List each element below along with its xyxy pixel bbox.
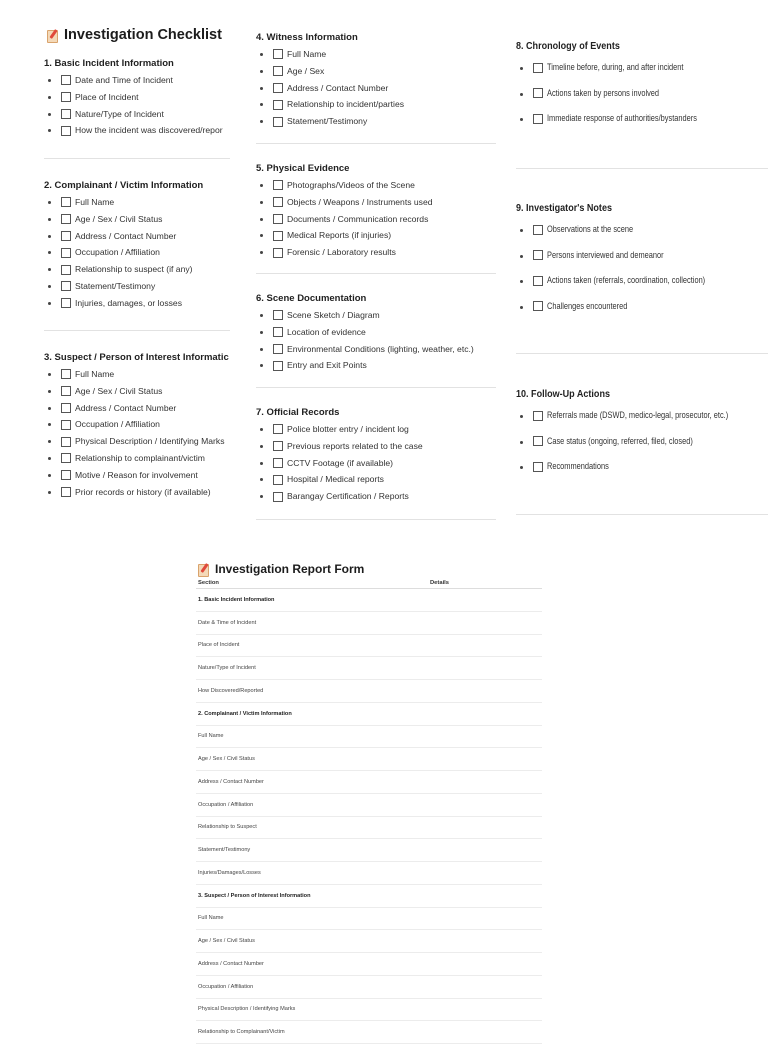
divider xyxy=(256,387,496,388)
checklist-item-label: Actions taken (referrals, coordination, collection) xyxy=(547,275,706,286)
checklist-item xyxy=(256,341,474,358)
checklist-item xyxy=(256,471,423,488)
checklist-item-label: Age / Sex xyxy=(287,65,325,76)
checkbox[interactable] xyxy=(273,248,283,258)
checkbox[interactable] xyxy=(533,225,543,235)
section-title: 8. Chronology of Events xyxy=(516,40,620,52)
report-title xyxy=(198,560,542,578)
divider xyxy=(256,519,496,520)
checklist-item-label: Previous reports related to the case xyxy=(287,440,423,451)
checkbox[interactable] xyxy=(61,470,71,480)
checklist-item xyxy=(256,227,433,244)
report-title-text: Investigation Report Form xyxy=(215,562,365,576)
checklist-item-label: Full Name xyxy=(287,49,327,59)
table-row xyxy=(196,657,542,680)
section-complainant xyxy=(44,180,203,312)
checklist-item xyxy=(256,46,404,63)
column-header-section: Section xyxy=(198,580,219,586)
checkbox[interactable] xyxy=(273,49,283,59)
checklist-item xyxy=(256,96,404,113)
checkbox[interactable] xyxy=(533,88,543,98)
checklist-item-label: Injuries, damages, or losses xyxy=(75,297,182,308)
checkbox[interactable] xyxy=(533,462,543,472)
checkbox[interactable] xyxy=(533,411,543,421)
checklist-item xyxy=(256,421,423,438)
checklist-item-label: Relationship to complainant/victim xyxy=(75,452,205,463)
checkbox[interactable] xyxy=(273,180,283,190)
checklist-item-label: Actions taken by persons involved xyxy=(547,87,660,99)
checklist-item xyxy=(44,72,223,89)
report-table-header xyxy=(196,578,542,589)
checklist xyxy=(44,366,229,500)
checklist xyxy=(44,194,203,312)
row-label: Age / Sex / Civil Status xyxy=(198,756,255,763)
checklist-title xyxy=(47,27,222,43)
checklist-item xyxy=(516,55,739,81)
checkbox[interactable] xyxy=(273,83,283,93)
table-row xyxy=(196,612,542,635)
checkbox[interactable] xyxy=(61,75,71,85)
checklist-item-label: Timeline before, during, and after incident xyxy=(547,62,684,73)
table-row xyxy=(196,635,542,658)
checklist-item xyxy=(256,113,404,130)
divider xyxy=(516,168,768,169)
checkbox[interactable] xyxy=(273,214,283,224)
checklist-item xyxy=(516,217,750,243)
checklist-item xyxy=(256,177,433,194)
row-label: 2. Complainant / Victim Information xyxy=(198,710,292,717)
section-basic-incident xyxy=(44,58,223,139)
row-label: Relationship to Suspect xyxy=(198,824,257,831)
checklist-item-label: Referrals made (DSWD, medico-legal, prosecutor, etc.) xyxy=(547,410,729,421)
row-label: Injuries/Damages/Losses xyxy=(198,869,261,876)
report-table-body xyxy=(196,589,542,1044)
checklist xyxy=(256,46,404,130)
checklist-item xyxy=(44,484,229,501)
table-row xyxy=(196,817,542,840)
checkbox[interactable] xyxy=(61,109,71,119)
checklist-item-label: Observations at the scene xyxy=(547,224,634,235)
checklist-item xyxy=(256,357,474,374)
checklist-item xyxy=(44,433,229,450)
row-label: Age / Sex / Civil Status xyxy=(198,938,255,945)
checkbox[interactable] xyxy=(273,231,283,241)
checklist-item-label: Occupation / Affiliation xyxy=(75,247,160,258)
checklist-item xyxy=(44,295,203,312)
table-row xyxy=(196,771,542,794)
table-row xyxy=(196,748,542,771)
table-row xyxy=(196,908,542,931)
checklist-item xyxy=(44,383,229,400)
checkbox[interactable] xyxy=(61,197,71,207)
row-label: Physical Description / Identifying Marks xyxy=(198,1006,296,1013)
checklist-item xyxy=(516,268,750,294)
checkbox[interactable] xyxy=(533,63,543,73)
checklist-item-label: Immediate response of authorities/bystanders xyxy=(547,113,697,124)
checklist-item-label: Hospital / Medical reports xyxy=(287,474,384,485)
checklist-item-label: Relationship to incident/parties xyxy=(287,99,405,110)
checkbox[interactable] xyxy=(61,437,71,447)
section-follow-up xyxy=(516,388,768,480)
section-title: 4. Witness Information xyxy=(256,32,358,43)
checklist-item-label: Prior records or history (if available) xyxy=(75,486,211,497)
checkbox[interactable] xyxy=(61,231,71,241)
checklist-item-label: Scene Sketch / Diagram xyxy=(287,310,380,320)
checklist xyxy=(516,217,750,319)
divider xyxy=(256,273,496,274)
checkbox[interactable] xyxy=(61,420,71,430)
checklist-item xyxy=(44,416,229,433)
row-label: Full Name xyxy=(198,733,224,740)
checklist-item-label: How the incident was discovered/repor xyxy=(75,125,223,136)
checkbox[interactable] xyxy=(273,424,283,434)
checkbox[interactable] xyxy=(61,92,71,102)
checklist xyxy=(256,177,433,261)
table-row xyxy=(196,999,542,1022)
table-section-row xyxy=(196,589,542,612)
row-label: 3. Suspect / Person of Interest Information xyxy=(198,892,311,899)
row-label: Place of Incident xyxy=(198,642,240,649)
checklist-item-label: Persons interviewed and demeanor xyxy=(547,249,664,261)
memo-icon xyxy=(198,563,209,576)
checklist-item xyxy=(516,403,768,429)
table-section-row xyxy=(196,703,542,726)
checklist-item-label: Address / Contact Number xyxy=(75,402,177,413)
column-header-details: Details xyxy=(430,580,450,586)
checkbox[interactable] xyxy=(533,114,543,124)
section-chronology xyxy=(516,40,739,132)
checkbox[interactable] xyxy=(273,344,283,354)
checklist-item xyxy=(44,450,229,467)
checkbox[interactable] xyxy=(61,403,71,413)
checklist-item xyxy=(44,106,223,123)
row-label: How Discovered/Reported xyxy=(198,687,264,694)
section-title: 2. Complainant / Victim Information xyxy=(44,180,204,191)
table-row xyxy=(196,726,542,749)
checklist-item xyxy=(256,244,433,261)
checkbox[interactable] xyxy=(273,441,283,451)
checklist-item xyxy=(256,307,474,324)
checklist-item xyxy=(44,261,203,278)
checkbox[interactable] xyxy=(61,281,71,291)
checklist-item xyxy=(256,455,423,472)
row-label: 1. Basic Incident Information xyxy=(198,596,275,603)
checklist-item xyxy=(44,211,203,228)
table-section-row xyxy=(196,885,542,908)
checklist-item xyxy=(44,244,203,261)
checklist xyxy=(256,307,474,374)
divider xyxy=(44,158,230,159)
row-label: Address / Contact Number xyxy=(198,778,264,785)
row-label: Nature/Type of Incident xyxy=(198,665,256,672)
checklist-item-label: Full Name xyxy=(75,369,115,379)
section-official-records xyxy=(256,407,423,505)
section-title: 1. Basic Incident Information xyxy=(44,58,174,69)
checklist-item-label: Address / Contact Number xyxy=(75,230,177,241)
section-physical-evidence xyxy=(256,163,433,261)
checkbox[interactable] xyxy=(273,197,283,207)
table-row xyxy=(196,1021,542,1044)
table-row xyxy=(196,976,542,999)
checklist-item-label: Statement/Testimony xyxy=(287,116,368,127)
checkbox[interactable] xyxy=(273,100,283,110)
section-suspect xyxy=(44,352,229,500)
row-label: Relationship to Complainant/Victim xyxy=(198,1029,285,1036)
checkbox[interactable] xyxy=(61,126,71,136)
checklist-item-label: Age / Sex / Civil Status xyxy=(75,213,163,224)
checklist-item-label: Challenges encountered xyxy=(547,300,628,312)
checkbox[interactable] xyxy=(533,301,543,311)
checklist-item xyxy=(44,366,229,383)
checkbox[interactable] xyxy=(61,369,71,379)
checklist-item xyxy=(516,243,750,269)
checklist-item-label: Full Name xyxy=(75,197,115,207)
checklist-item-label: Entry and Exit Points xyxy=(287,360,367,371)
checklist-item-label: Environmental Conditions (lighting, weather, etc.) xyxy=(287,343,474,354)
section-title: 7. Official Records xyxy=(256,407,340,418)
checklist-item-label: Case status (ongoing, referred, filed, closed) xyxy=(547,435,693,447)
checklist-item-label: Address / Contact Number xyxy=(287,82,389,93)
checkbox[interactable] xyxy=(273,475,283,485)
section-scene-documentation xyxy=(256,293,474,374)
checklist-item-label: Place of Incident xyxy=(75,91,139,102)
section-title: 5. Physical Evidence xyxy=(256,163,350,174)
checkbox[interactable] xyxy=(61,265,71,275)
checkbox[interactable] xyxy=(61,214,71,224)
table-row xyxy=(196,930,542,953)
checkbox[interactable] xyxy=(273,327,283,337)
checklist-item xyxy=(44,194,203,211)
table-row xyxy=(196,953,542,976)
section-witness xyxy=(256,32,404,130)
checkbox[interactable] xyxy=(273,458,283,468)
checklist-item-label: Occupation / Affiliation xyxy=(75,419,160,430)
checkbox[interactable] xyxy=(273,66,283,76)
checklist-item-label: Age / Sex / Civil Status xyxy=(75,385,163,396)
section-investigator-notes xyxy=(516,202,750,319)
section-title: 10. Follow-Up Actions xyxy=(516,388,610,400)
table-row xyxy=(196,794,542,817)
row-label: Date & Time of Incident xyxy=(198,619,257,626)
table-row xyxy=(196,680,542,703)
checkbox[interactable] xyxy=(273,492,283,502)
checklist-item-label: Motive / Reason for involvement xyxy=(75,469,198,480)
checklist-item xyxy=(44,400,229,417)
checklist-item xyxy=(516,454,768,480)
checkbox[interactable] xyxy=(61,298,71,308)
checklist-item xyxy=(44,228,203,245)
checkbox[interactable] xyxy=(273,310,283,320)
checklist-item xyxy=(256,63,404,80)
checklist xyxy=(44,72,223,139)
checklist-item xyxy=(256,324,474,341)
checklist-item xyxy=(256,211,433,228)
checkbox[interactable] xyxy=(533,276,543,286)
checklist-title-text: Investigation Checklist xyxy=(64,27,222,43)
checklist-item-label: Barangay Certification / Reports xyxy=(287,491,409,502)
checklist-item-label: Photographs/Videos of the Scene xyxy=(287,180,415,190)
checkbox[interactable] xyxy=(273,361,283,371)
table-row xyxy=(196,862,542,885)
checklist-item-label: Forensic / Laboratory results xyxy=(287,247,396,258)
checklist xyxy=(256,421,423,505)
row-label: Statement/Testimony xyxy=(198,847,251,854)
checklist-item xyxy=(516,106,739,132)
checklist-item xyxy=(516,294,750,320)
checkbox[interactable] xyxy=(61,487,71,497)
checklist-item xyxy=(44,89,223,106)
section-title: 6. Scene Documentation xyxy=(256,293,367,304)
checklist xyxy=(516,403,768,480)
divider xyxy=(516,353,768,354)
investigation-report-form xyxy=(196,560,542,1044)
checkbox[interactable] xyxy=(273,117,283,127)
divider xyxy=(516,514,768,515)
checkbox[interactable] xyxy=(61,386,71,396)
row-label: Occupation / Affiliation xyxy=(198,801,254,808)
row-label: Address / Contact Number xyxy=(198,960,264,967)
divider xyxy=(44,330,230,331)
checkbox[interactable] xyxy=(61,248,71,258)
table-row xyxy=(196,839,542,862)
checklist-item-label: Physical Description / Identifying Marks xyxy=(75,436,225,447)
checklist-item-label: CCTV Footage (if available) xyxy=(287,457,394,468)
checkbox[interactable] xyxy=(533,436,543,446)
checklist-item-label: Date and Time of Incident xyxy=(75,75,173,85)
checklist-item xyxy=(256,80,404,97)
checklist-item-label: Objects / Weapons / Instruments used xyxy=(287,196,433,207)
checklist-item xyxy=(256,194,433,211)
checklist-item xyxy=(256,488,423,505)
checklist-item xyxy=(256,438,423,455)
checklist xyxy=(516,55,739,132)
checklist-item-label: Relationship to suspect (if any) xyxy=(75,264,193,275)
checklist-item-label: Medical Reports (if injuries) xyxy=(287,230,392,241)
checkbox[interactable] xyxy=(533,250,543,260)
memo-icon xyxy=(47,29,58,42)
checklist-item xyxy=(44,278,203,295)
divider xyxy=(256,143,496,144)
checklist-item-label: Nature/Type of Incident xyxy=(75,108,164,119)
checklist-item xyxy=(516,429,768,455)
section-title: 3. Suspect / Person of Interest Informatic xyxy=(44,352,229,363)
row-label: Occupation / Affiliation xyxy=(198,983,254,990)
checklist-item-label: Police blotter entry / incident log xyxy=(287,424,409,434)
checklist-item-label: Location of evidence xyxy=(287,326,366,337)
checklist-item-label: Documents / Communication records xyxy=(287,213,429,224)
section-title: 9. Investigator's Notes xyxy=(516,202,612,214)
checklist-item xyxy=(516,81,739,107)
row-label: Full Name xyxy=(198,915,224,922)
checklist-item xyxy=(44,122,223,139)
checklist-item-label: Statement/Testimony xyxy=(75,280,156,291)
checklist-item xyxy=(44,467,229,484)
checklist-item-label: Recommendations xyxy=(547,461,609,472)
checkbox[interactable] xyxy=(61,453,71,463)
